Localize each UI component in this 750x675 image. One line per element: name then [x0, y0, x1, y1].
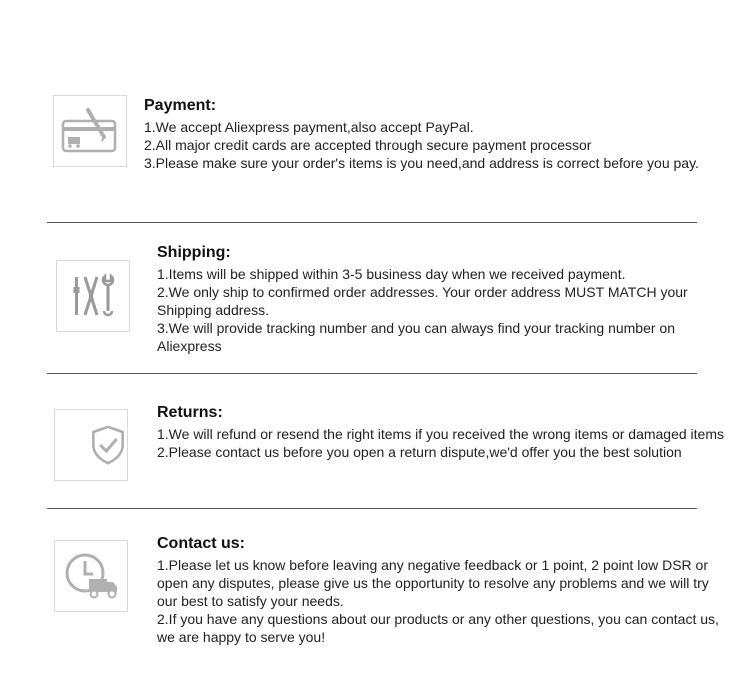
payment-line-3: 3.Please make sure your order's items is you need,and address is correct before you pay. — [144, 155, 699, 171]
tools-icon — [71, 273, 115, 319]
payment-icon-box — [53, 95, 127, 167]
payment-text — [144, 96, 744, 172]
contact-line-1: 1.Please let us know before leaving any negative feedback or 1 point, 2 point low DSR or open any disputes, please give us the opportunity to resolve any problems and we will try our best to satisfy your needs. — [157, 557, 709, 609]
returns-line-2: 2.Please contact us before you open a return dispute,we'd offer you the best solution — [157, 444, 682, 460]
shipping-text — [157, 243, 727, 355]
shipping-icon-box — [56, 260, 130, 332]
divider-1 — [47, 222, 697, 223]
contact-title: Contact us: — [157, 535, 245, 552]
contact-icon-box — [54, 540, 128, 612]
shipping-line-1: 1.Items will be shipped within 3-5 business day when we received payment. — [157, 266, 626, 282]
payment-line-1: 1.We accept Aliexpress payment,also accept PayPal. — [144, 119, 474, 135]
divider-2 — [47, 373, 697, 374]
contact-line-2: 2.If you have any questions about our products or any other questions, you can contact us, we are happy to serve you! — [157, 611, 719, 645]
shipping-line-3: 3.We will provide tracking number and you can always find your tracking number on Aliexpress — [157, 320, 675, 354]
credit-card-icon — [60, 107, 120, 155]
payment-line-2: 2.All major credit cards are accepted through secure payment processor — [144, 137, 592, 153]
returns-text — [157, 403, 727, 461]
divider-3 — [47, 508, 697, 509]
contact-text — [157, 534, 732, 646]
clock-truck-icon — [63, 551, 119, 601]
shipping-line-2: 2.We only ship to confirmed order addresses. Your order address MUST MATCH your Shipping address. — [157, 284, 688, 318]
shipping-title: Shipping: — [157, 244, 231, 261]
returns-icon-box — [54, 409, 128, 481]
returns-line-1: 1.We will refund or resend the right items if you received the wrong items or damaged items — [157, 426, 724, 442]
payment-title: Payment: — [144, 97, 217, 114]
returns-title: Returns: — [157, 404, 223, 421]
shield-check-icon — [89, 421, 127, 469]
